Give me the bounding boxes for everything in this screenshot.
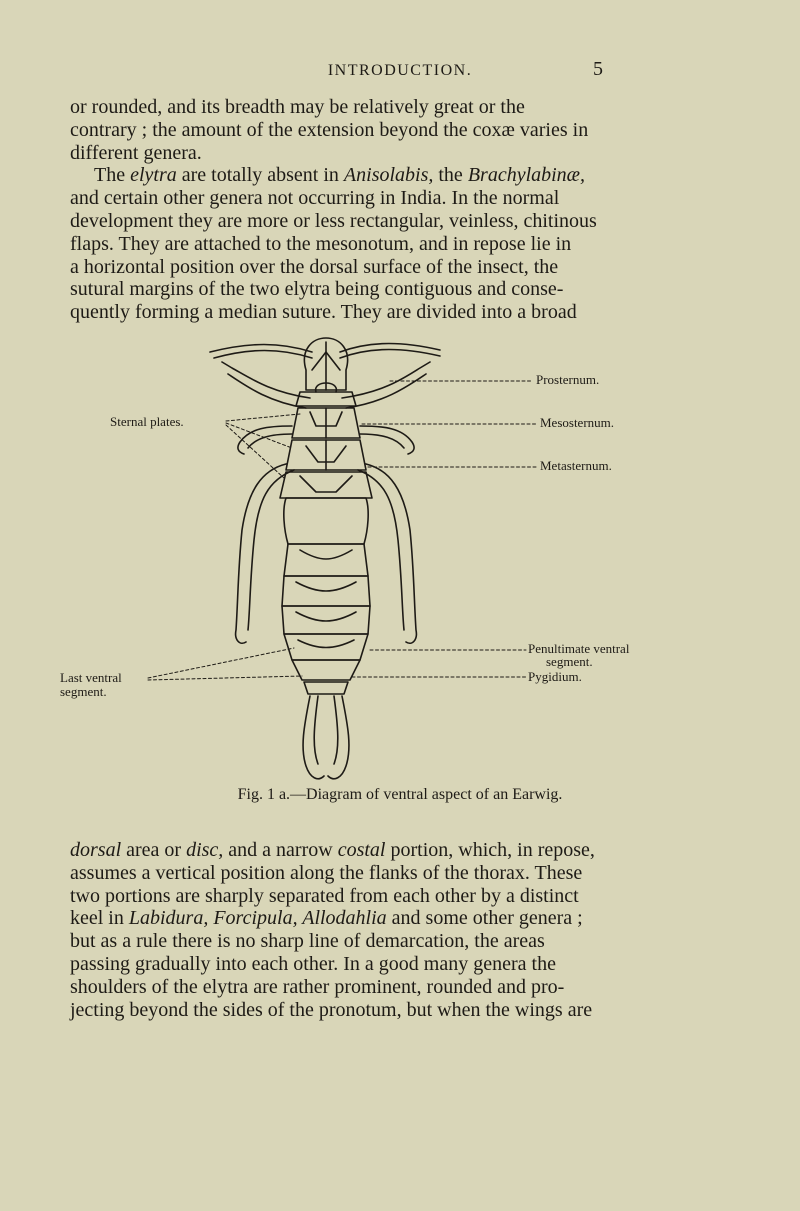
term-dorsal: dorsal [70, 839, 122, 861]
text-line: The elytra are totally absent in Anisolabis, the Brachylabinæ, [94, 164, 586, 187]
term-disc: disc, [186, 839, 224, 861]
text-line: different genera. [70, 141, 202, 164]
paragraph-elytra-intro [70, 96, 752, 324]
figure-caption: Fig. 1 a.—Diagram of ventral aspect of an Earwig. [237, 786, 563, 803]
label-penultimate-segment: segment. [546, 654, 593, 669]
term-genera: Labidura, Forcipula, Allodahlia [128, 907, 387, 930]
term-elytra: elytra [130, 164, 177, 187]
label-penultimate-ventral: Penultimate ventral [528, 641, 630, 656]
label-last-ventral: Last ventral [60, 670, 122, 685]
label-metasternum: Metasternum. [540, 458, 612, 473]
text-line: assumes a vertical position along the flanks of the thorax. These [70, 861, 583, 884]
page-number: 5 [593, 58, 603, 80]
text-line: sutural margins of the two elytra being contiguous and conse- [70, 278, 564, 301]
text-line: but as a rule there is no sharp line of demarcation, the areas [70, 930, 545, 953]
text-line: or rounded, and its breadth may be relatively great or the [70, 96, 525, 118]
text-line: shoulders of the elytra are rather prominent, rounded and pro- [70, 975, 565, 998]
text-line: and certain other genera not occurring in India. In the normal [70, 187, 560, 210]
text-line: quently forming a median suture. They are divided into a broad [70, 301, 577, 324]
paragraph-elytra-areas [70, 839, 752, 1021]
earwig-figure [0, 330, 800, 800]
label-pygidium: Pygidium. [528, 669, 582, 684]
text-line: passing gradually into each other. In a good many genera the [70, 952, 556, 975]
term-anisolabis: Anisolabis, [343, 164, 434, 187]
text-line: two portions are sharply separated from each other by a distinct [70, 884, 579, 907]
term-brachylabinae: Brachylabinæ, [467, 164, 586, 187]
label-sternal-plates: Sternal plates. [110, 414, 184, 429]
running-head: INTRODUCTION. [327, 62, 473, 79]
text-line: a horizontal position over the dorsal surface of the insect, the [70, 255, 559, 278]
text-line: keel in Labidura, Forcipula, Allodahlia and some other genera ; [70, 907, 583, 930]
label-mesosternum: Mesosternum. [540, 415, 615, 430]
label-last-ventral-segment: segment. [60, 684, 107, 699]
text-line: jecting beyond the sides of the pronotum, but when the wings are [70, 998, 593, 1021]
earwig-ventral-diagram [0, 330, 800, 800]
text-line: flaps. They are attached to the mesonotum, and in repose lie in [70, 232, 572, 255]
label-prosternum: Prosternum. [536, 372, 600, 387]
text-line: contrary ; the amount of the extension beyond the coxæ varies in [70, 118, 589, 141]
text-line: development they are more or less rectangular, veinless, chitinous [70, 209, 597, 232]
text-line: dorsal area or disc, and a narrow costal portion, which, in repose, [70, 839, 595, 861]
term-costal: costal [337, 839, 386, 861]
